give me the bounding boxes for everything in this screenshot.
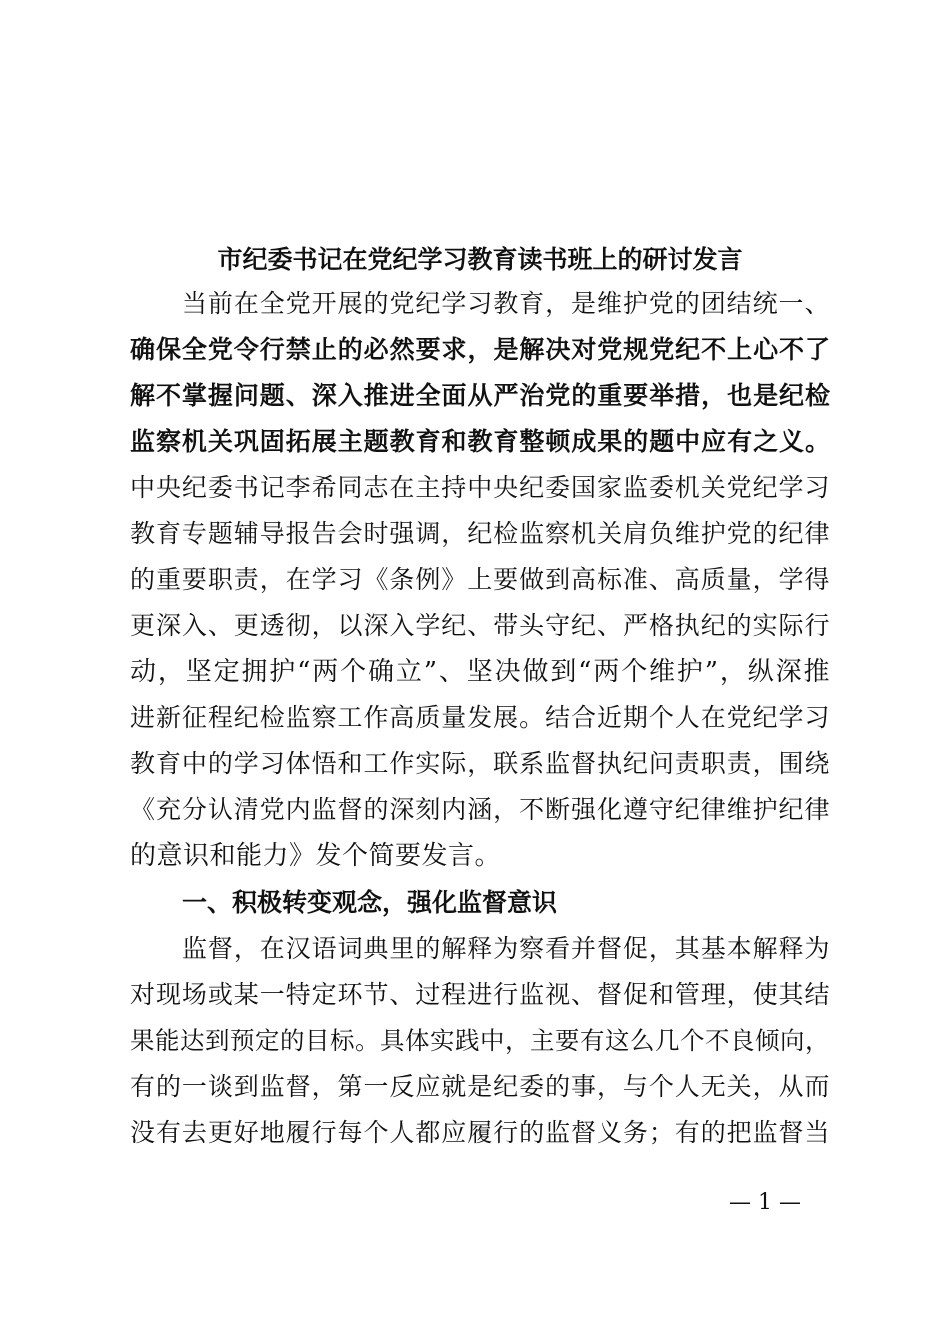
paragraph-line: 当前在全党开展的党纪学习教育，是维护党的团结统一、 <box>182 289 830 318</box>
paragraph-line: 中央纪委书记李希同志在主持中央纪委国家监委机关党纪学习 <box>130 473 830 502</box>
paragraph-line: 监察机关巩固拓展主题教育和教育整顿成果的题中应有之义。 <box>130 427 830 456</box>
paragraph-line: 的意识和能力》发个简要发言。 <box>130 841 502 871</box>
paragraph-line: 有的一谈到监督，第一反应就是纪委的事，与个人无关，从而 <box>130 1072 830 1101</box>
paragraph-line: 确保全党令行禁止的必然要求，是解决对党规党纪不上心不了 <box>130 335 830 364</box>
section-heading: 一、积极转变观念，强化监督意识 <box>182 888 558 917</box>
paragraph-line: 没有去更好地履行每个人都应履行的监督义务；有的把监督当 <box>130 1118 830 1147</box>
paragraph-line: 果能达到预定的目标。具体实践中，主要有这么几个不良倾向， <box>130 1026 830 1055</box>
document-title: 市纪委书记在党纪学习教育读书班上的研讨发言 <box>217 245 743 274</box>
paragraph-line: 进新征程纪检监察工作高质量发展。结合近期个人在党纪学习 <box>130 703 830 732</box>
paragraph-line: 的重要职责，在学习《条例》上要做到高标准、高质量，学得 <box>130 565 830 594</box>
paragraph-line: 对现场或某一特定环节、过程进行监视、督促和管理，使其结 <box>130 980 830 1009</box>
page-number: — 1 — <box>729 1190 801 1215</box>
paragraph-line: 更深入、更透彻，以深入学纪、带头守纪、严格执纪的实际行 <box>130 611 830 640</box>
paragraph-line: 监督，在汉语词典里的解释为察看并督促，其基本解释为 <box>182 934 830 963</box>
paragraph-line: 动，坚定拥护“两个确立”、坚决做到“两个维护”，纵深推 <box>130 657 830 687</box>
paragraph-line: 教育专题辅导报告会时强调，纪检监察机关肩负维护党的纪律 <box>130 519 830 548</box>
paragraph-line: 解不掌握问题、深入推进全面从严治党的重要举措，也是纪检 <box>130 381 830 410</box>
paragraph-line: 教育中的学习体悟和工作实际，联系监督执纪问责职责，围绕 <box>130 749 830 778</box>
paragraph-line: 《充分认清党内监督的深刻内涵，不断强化遵守纪律维护纪律 <box>130 795 830 824</box>
